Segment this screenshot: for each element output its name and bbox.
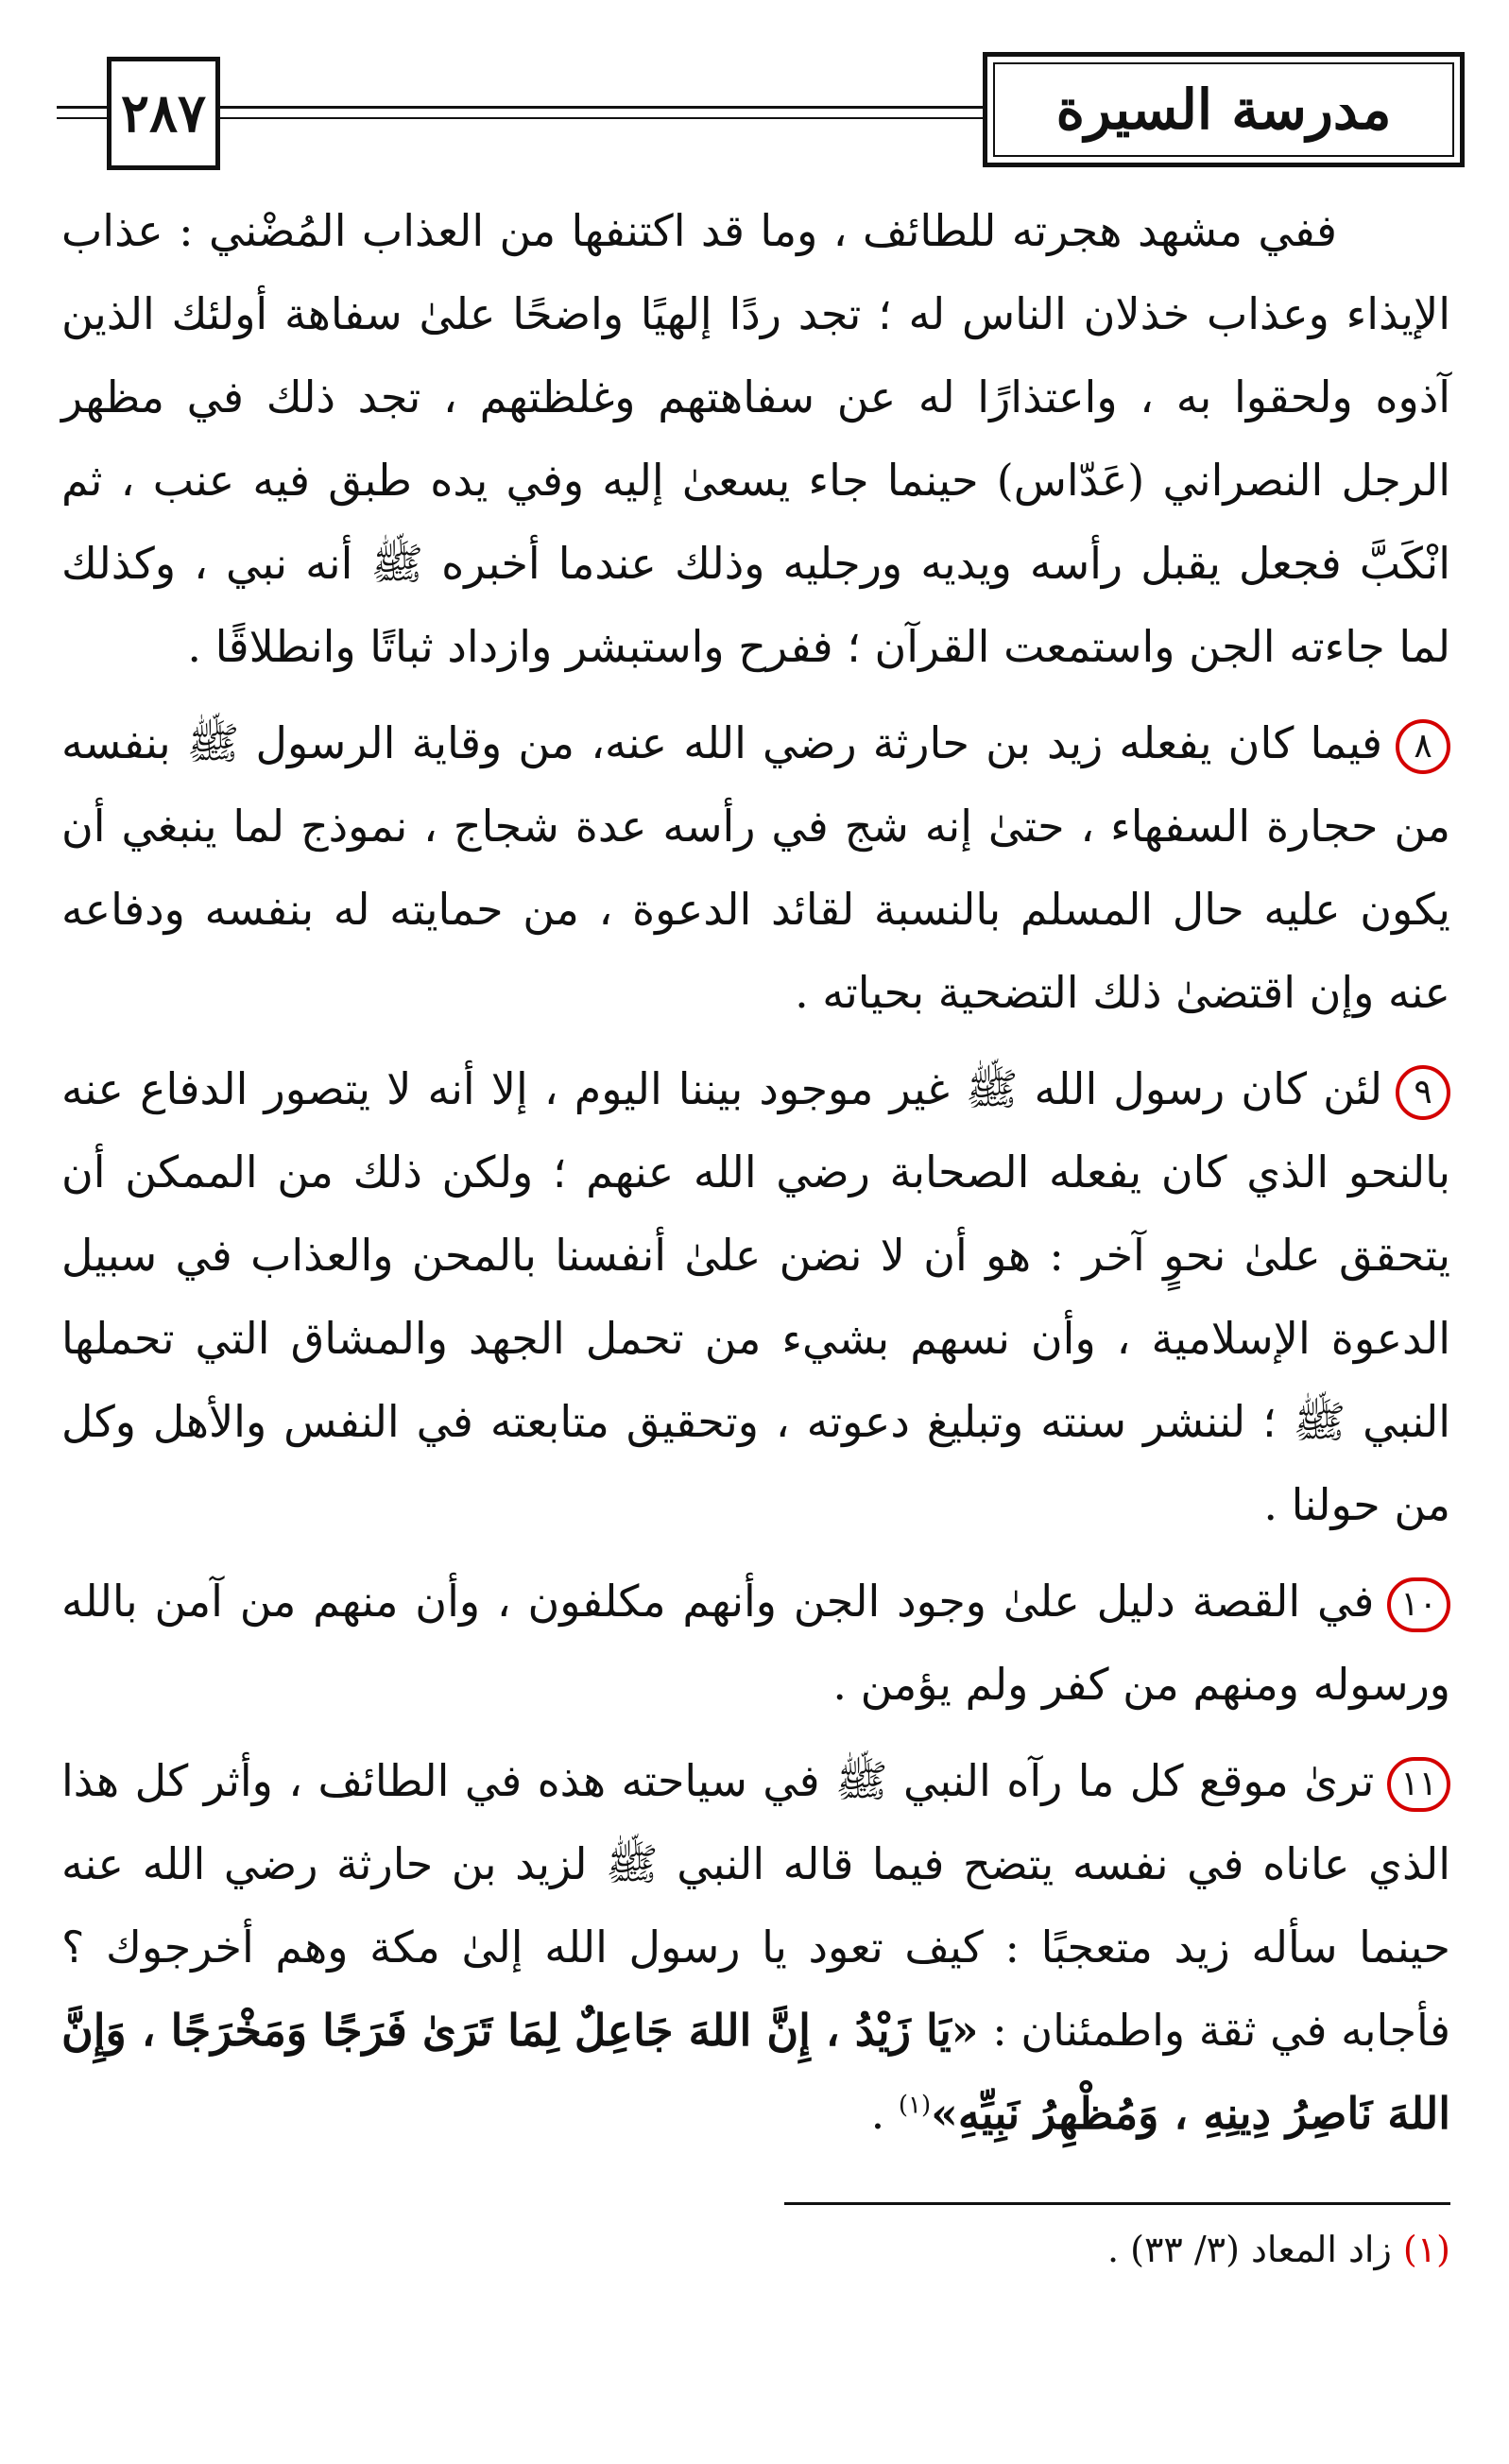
point-number-badge: ٩ [1396,1065,1450,1120]
paragraph-text: فيما كان يفعله زيد بن حارثة رضي الله عنه، من وقاية الرسول ﷺ بنفسه من حجارة السفهاء ، حتىٰ إنه شج في رأسه عدة شجاج ، نموذج لما ينبغي أن يكون عليه حال المسلم بالنسبة لقائد الدعوة ، من حمايته له بنفسه ودفاعه عنه وإن اقتضىٰ ذلك التضحية بحياته . [61,717,1450,1018]
point-number-badge: ٨ [1396,719,1450,774]
paragraph-text: ففي مشهد هجرته للطائف ، وما قد اكتنفها من العذاب المُضْني : عذاب الإيذاء وعذاب خذلان الناس له ؛ تجد ردًا إلهيًا واضحًا علىٰ سفاهة أولئك الذين آذوه ولحقوا به ، واعتذارًا له عن سفاهتهم وغلظتهم ، تجد ذلك في مظهر الرجل النصراني (عَدّاس) حينما جاء يسعىٰ إليه وفي يده طبق فيه عنب ، ثم انْكَبَّ فجعل يقبل رأسه ويديه ورجليه وذلك عندما أخبره ﷺ أنه نبي ، وكذلك لما جاءته الجن واستمعت القرآن ؛ ففرح واستبشر وازداد ثباتًا وانطلاقًا . [61,205,1450,672]
page-number: ٢٨٧ [107,57,220,170]
hadith-quote: «يَا زَيْدُ ، إِنَّ اللهَ جَاعِلٌ لِمَا تَرَىٰ فَرَجًا وَمَخْرَجًا ، وَإِنَّ اللهَ نَاصِرُ دِينِهِ ، وَمُظْهِرُ نَبِيِّهِ» [61,2005,1450,2139]
footnote-reference[interactable]: (١) [898,2091,932,2120]
paragraph-9 [61,1047,1450,1546]
point-number-badge: ١٠ [1387,1577,1450,1632]
paragraph-intro [61,189,1450,688]
paragraph-11 [61,1739,1450,2155]
footnote-marker: (١) [1402,2229,1450,2270]
footnote-text: زاد المعاد (٣/ ٣٣) . [1106,2229,1392,2270]
point-number-badge: ١١ [1387,1757,1450,1812]
footnote-separator [784,2202,1450,2205]
running-title: مدرسة السيرة [983,52,1465,167]
body-text [61,189,1450,2168]
footnote [61,2221,1450,2278]
page-header [0,0,1509,189]
paragraph-8 [61,701,1450,1034]
sentence-end: . [870,2088,885,2139]
paragraph-text: في القصة دليل علىٰ وجود الجن وأنهم مكلفون ، وأن منهم من آمن بالله ورسوله ومنهم من كفر ولم يؤمن . [61,1576,1450,1710]
paragraph-text: لئن كان رسول الله ﷺ غير موجود بيننا اليوم ، إلا أنه لا يتصور الدفاع عنه بالنحو الذي كان يفعله الصحابة رضي الله عنهم ؛ ولكن ذلك من الممكن أن يتحقق علىٰ نحوٍ آخر : هو أن لا نضن علىٰ أنفسنا بالمحن والعذاب في سبيل الدعوة الإسلامية ، وأن نسهم بشيء من تحمل الجهد والمشاق التي تحملها النبي ﷺ ؛ لننشر سنته وتبليغ دعوته ، وتحقيق متابعته في النفس والأهل وكل من حولنا . [61,1063,1450,1530]
paragraph-text: ترىٰ موقع كل ما رآه النبي ﷺ في سياحته هذه في الطائف ، وأثر كل هذا الذي عاناه في نفسه يتضح فيما قاله النبي ﷺ لزيد بن حارثة رضي الله عنه حينما سأله زيد متعجبًا : كيف تعود يا رسول الله إلىٰ مكة وهم أخرجوك ؟ فأجابه في ثقة واطمئنان : [61,1755,1451,2056]
paragraph-10 [61,1559,1450,1726]
